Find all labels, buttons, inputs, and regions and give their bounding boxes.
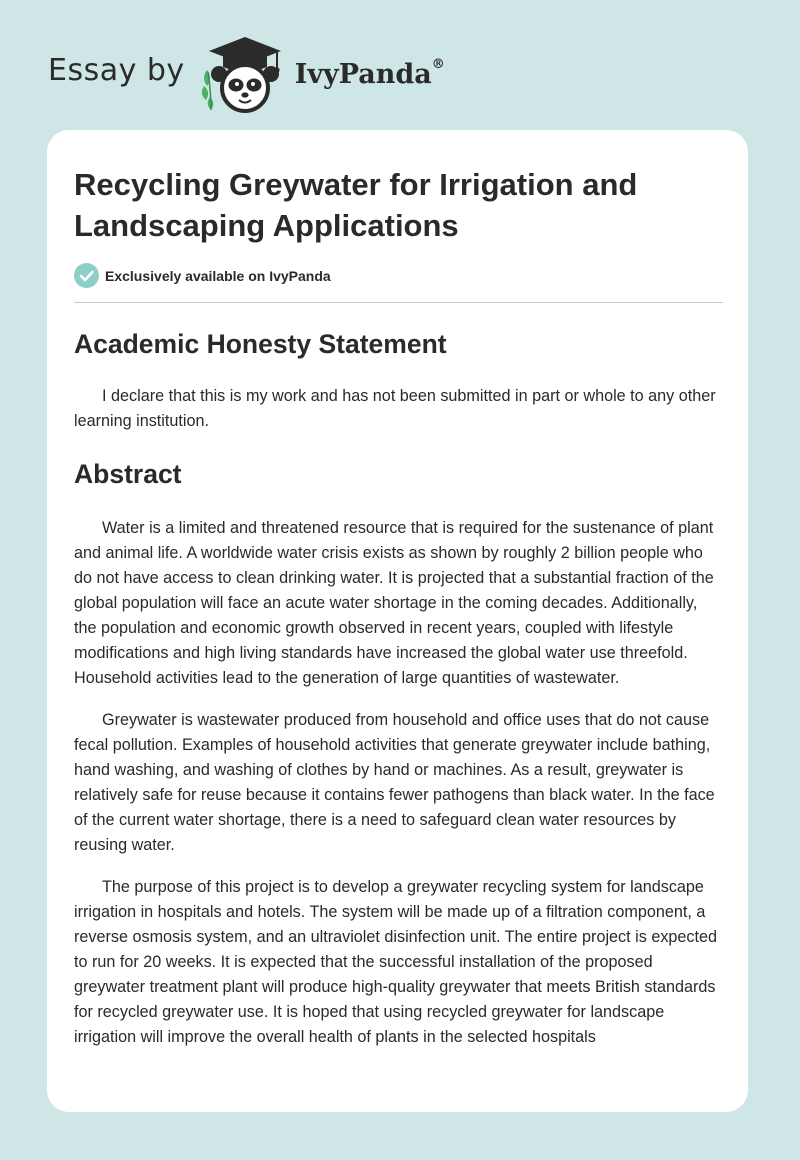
exclusive-badge: [74, 263, 331, 288]
ivypanda-logo-icon[interactable]: [199, 34, 291, 114]
site-header: [48, 34, 445, 114]
check-circle-icon: [74, 263, 99, 288]
essay-by-label: Essay by: [48, 52, 185, 88]
exclusive-badge-text: Exclusively available on IvyPanda: [105, 267, 331, 284]
divider: [74, 302, 723, 303]
brand-name[interactable]: IvyPanda®: [294, 56, 445, 90]
essay-title: Recycling Greywater for Irrigation and Landscaping Applications: [74, 167, 638, 243]
section-heading-abstract: Abstract: [74, 459, 182, 489]
paragraph: The purpose of this project is to develop a greywater recycling system for landscape irrigation in hospitals and hotels. The system will be made up of a filtration component, a reverse osmosis system, and an ultraviolet disinfection unit. The entire project is expected to run for 20 weeks. It is expected that the successful installation of the proposed greywater treatment plant will produce high-quality greywater that meets British standards for recycled greywater use. It is hoped that using recycled greywater for landscape irrigation will improve the overall health of plants in the selected hospitals: [74, 878, 718, 1046]
paragraph: Greywater is wastewater produced from household and office uses that do not cause fecal pollution. Examples of household activities that generate greywater include bathing, hand washing, and washing of clothes by hand or machines. As a result, greywater is relatively safe for reuse because it contains fewer pathogens than black water. In the face of the current water shortage, there is a need to safeguard clean water resources by reusing water.: [74, 711, 715, 854]
registered-trademark: ®: [431, 56, 445, 72]
section-heading-honesty: Academic Honesty Statement: [74, 329, 447, 359]
essay-content: [74, 322, 724, 1050]
paragraph: Water is a limited and threatened resource that is required for the sustenance of plant and animal life. A worldwide water crisis exists as shown by roughly 2 billion people who do not have access to clean drinking water. It is projected that a substantial fraction of the global population will face an acute water shortage in the coming decades. Additionally, the population and economic growth observed in recent years, coupled with lifestyle modifications and high living standards have increased the global water use threefold. Household activities lead to the generation of large quantities of wastewater.: [74, 519, 714, 687]
paragraph: I declare that this is my work and has not been submitted in part or whole to any other learning institution.: [74, 387, 716, 430]
essay-card: [47, 130, 748, 1112]
